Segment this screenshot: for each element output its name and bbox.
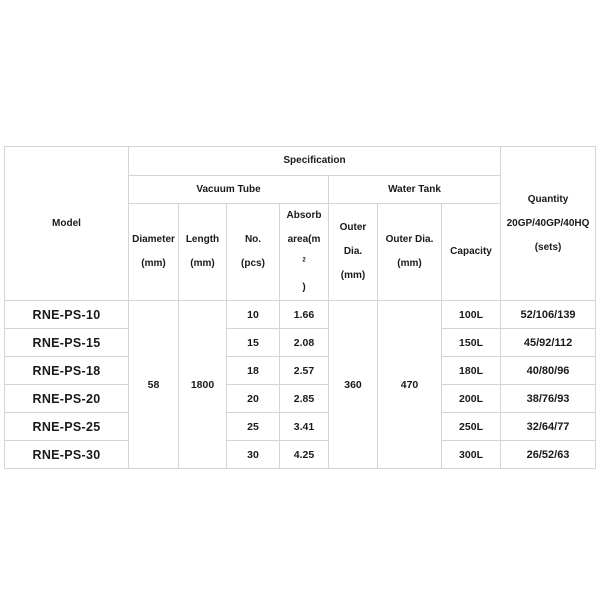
quantity-unit: (sets) <box>534 241 562 253</box>
table-row <box>5 413 596 441</box>
capacity-cell: 100L <box>442 301 501 329</box>
table-row <box>5 357 596 385</box>
table-row <box>5 329 596 357</box>
absorb-cell: 2.08 <box>280 329 329 357</box>
header-water-tank: Water Tank <box>329 176 501 204</box>
quantity-cell: 32/64/77 <box>501 413 596 441</box>
header-outer-dia <box>378 204 442 301</box>
tank-dia-label: Dia. <box>343 246 363 257</box>
diameter-label: Diameter <box>132 234 175 245</box>
number-cell: 10 <box>227 301 280 329</box>
header-specification: Specification <box>129 147 501 176</box>
header-absorb-area <box>280 204 329 301</box>
absorb-cell: 3.41 <box>280 413 329 441</box>
absorb-cell: 4.25 <box>280 441 329 469</box>
specification-table <box>4 146 596 469</box>
length-unit: (mm) <box>190 258 215 269</box>
header-length <box>179 204 227 301</box>
header-quantity <box>501 147 596 301</box>
tank-dia-unit: (mm) <box>340 270 366 281</box>
capacity-cell: 150L <box>442 329 501 357</box>
quantity-cell: 45/92/112 <box>501 329 596 357</box>
length-label: Length <box>185 234 220 245</box>
capacity-cell: 180L <box>442 357 501 385</box>
table-row <box>5 301 596 329</box>
number-cell: 20 <box>227 385 280 413</box>
capacity-cell: 300L <box>442 441 501 469</box>
absorb-unit: area(m $^2$ ) <box>287 234 321 293</box>
absorb-cell: 2.57 <box>280 357 329 385</box>
outer-dia-label: Outer Dia. <box>385 234 434 245</box>
quantity-cell: 38/76/93 <box>501 385 596 413</box>
header-capacity: Capacity <box>442 204 501 301</box>
number-cell: 30 <box>227 441 280 469</box>
quantity-container-types: 20GP/40GP/40HQ <box>506 217 590 229</box>
header-number <box>227 204 280 301</box>
table-row <box>5 385 596 413</box>
outer-dia-unit: (mm) <box>397 258 422 269</box>
outer-dia-value: 470 <box>378 301 442 469</box>
number-cell: 15 <box>227 329 280 357</box>
model-cell: RNE-PS-10 <box>5 301 129 329</box>
tank-outer-dia-value: 360 <box>329 301 378 469</box>
quantity-cell: 40/80/96 <box>501 357 596 385</box>
model-cell: RNE-PS-25 <box>5 413 129 441</box>
tank-outer-label: Outer <box>339 222 367 233</box>
capacity-cell: 250L <box>442 413 501 441</box>
header-vacuum-tube: Vacuum Tube <box>129 176 329 204</box>
header-model: Model <box>5 147 129 301</box>
diameter-unit: (mm) <box>141 258 166 269</box>
length-value: 1800 <box>179 301 227 469</box>
number-cell: 25 <box>227 413 280 441</box>
diameter-value: 58 <box>129 301 179 469</box>
model-cell: RNE-PS-20 <box>5 385 129 413</box>
absorb-label: Absorb <box>286 210 322 221</box>
capacity-cell: 200L <box>442 385 501 413</box>
absorb-cell: 1.66 <box>280 301 329 329</box>
model-cell: RNE-PS-15 <box>5 329 129 357</box>
header-tank-outer-dia <box>329 204 378 301</box>
header-diameter <box>129 204 179 301</box>
number-unit: (pcs) <box>241 258 265 269</box>
number-label: No. <box>244 234 262 245</box>
quantity-label: Quantity <box>527 193 569 205</box>
table-row <box>5 441 596 469</box>
model-cell: RNE-PS-18 <box>5 357 129 385</box>
quantity-cell: 26/52/63 <box>501 441 596 469</box>
absorb-cell: 2.85 <box>280 385 329 413</box>
quantity-cell: 52/106/139 <box>501 301 596 329</box>
number-cell: 18 <box>227 357 280 385</box>
model-cell: RNE-PS-30 <box>5 441 129 469</box>
